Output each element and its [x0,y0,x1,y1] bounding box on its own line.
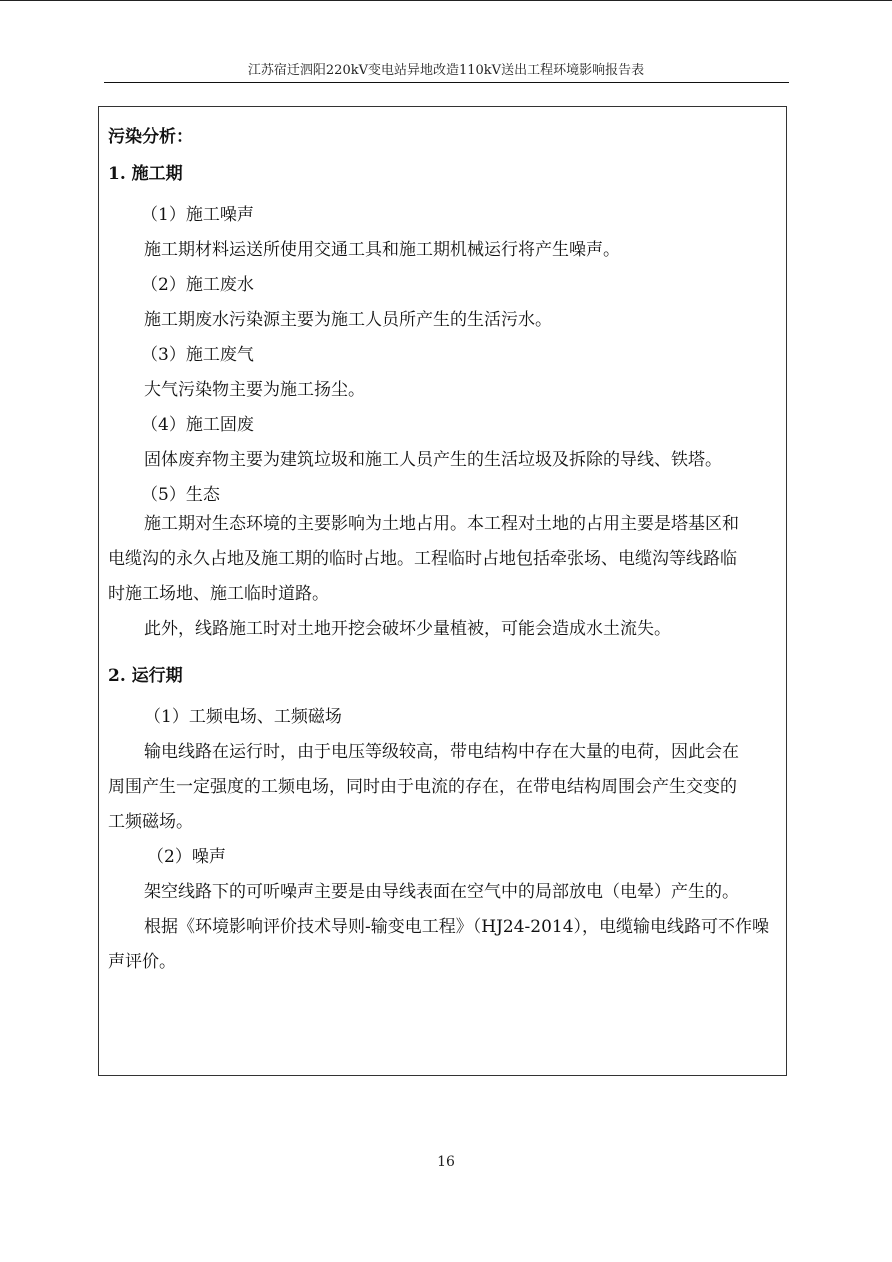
ecology-extra-paragraph: 此外，线路施工时对土地开挖会破坏少量植被，可能会造成水土流失。 [144,619,671,639]
field-paragraph-line: 周围产生一定强度的工频电场，同时由于电流的存在，在带电结构周围会产生交变的 [108,777,737,797]
solid-waste-paragraph: 固体废弃物主要为建筑垃圾和施工人员产生的生活垃圾及拆除的导线、铁塔。 [144,450,722,470]
operation-heading: 2. 运行期 [108,666,183,686]
ecology-paragraph-line: 电缆沟的永久占地及施工期的临时占地。工程临时占地包括牵张场、电缆沟等线路临 [108,549,737,569]
standard-paragraph-line: 根据《环境影响评价技术导则-输变电工程》（HJ24-2014），电缆输电线路可不作噪 [144,917,770,937]
wastewater-paragraph: 施工期废水污染源主要为施工人员所产生的生活污水。 [144,310,552,330]
field-paragraph-line: 工频磁场。 [108,812,193,832]
gas-paragraph: 大气污染物主要为施工扬尘。 [144,380,365,400]
ecology-paragraph-line: 时施工场地、施工临时道路。 [108,584,329,604]
page-number: 16 [437,1154,455,1170]
page-top-edge [0,0,892,1]
standard-paragraph-line: 声评价。 [108,952,176,972]
operation-noise-subheading: （2）噪声 [147,847,226,867]
field-subheading: （1）工频电场、工频磁场 [144,707,342,727]
content-frame [98,106,787,1076]
operation-noise-paragraph: 架空线路下的可听噪声主要是由导线表面在空气中的局部放电（电晕）产生的。 [144,882,739,902]
construction-heading: 1. 施工期 [108,164,183,184]
document-header: 江苏宿迁泗阳220kV变电站异地改造110kV送出工程环境影响报告表 [247,63,645,78]
section-title: 污染分析： [108,127,193,147]
solid-waste-subheading: （4）施工固废 [141,415,254,435]
ecology-subheading: （5）生态 [141,485,220,505]
noise-subheading: （1）施工噪声 [141,205,254,225]
field-paragraph-line: 输电线路在运行时，由于电压等级较高，带电结构中存在大量的电荷，因此会在 [144,742,739,762]
noise-paragraph: 施工期材料运送所使用交通工具和施工期机械运行将产生噪声。 [144,240,620,260]
header-rule [104,82,789,83]
wastewater-subheading: （2）施工废水 [141,275,254,295]
ecology-paragraph-line: 施工期对生态环境的主要影响为土地占用。本工程对土地的占用主要是塔基区和 [144,514,739,534]
gas-subheading: （3）施工废气 [141,345,254,365]
